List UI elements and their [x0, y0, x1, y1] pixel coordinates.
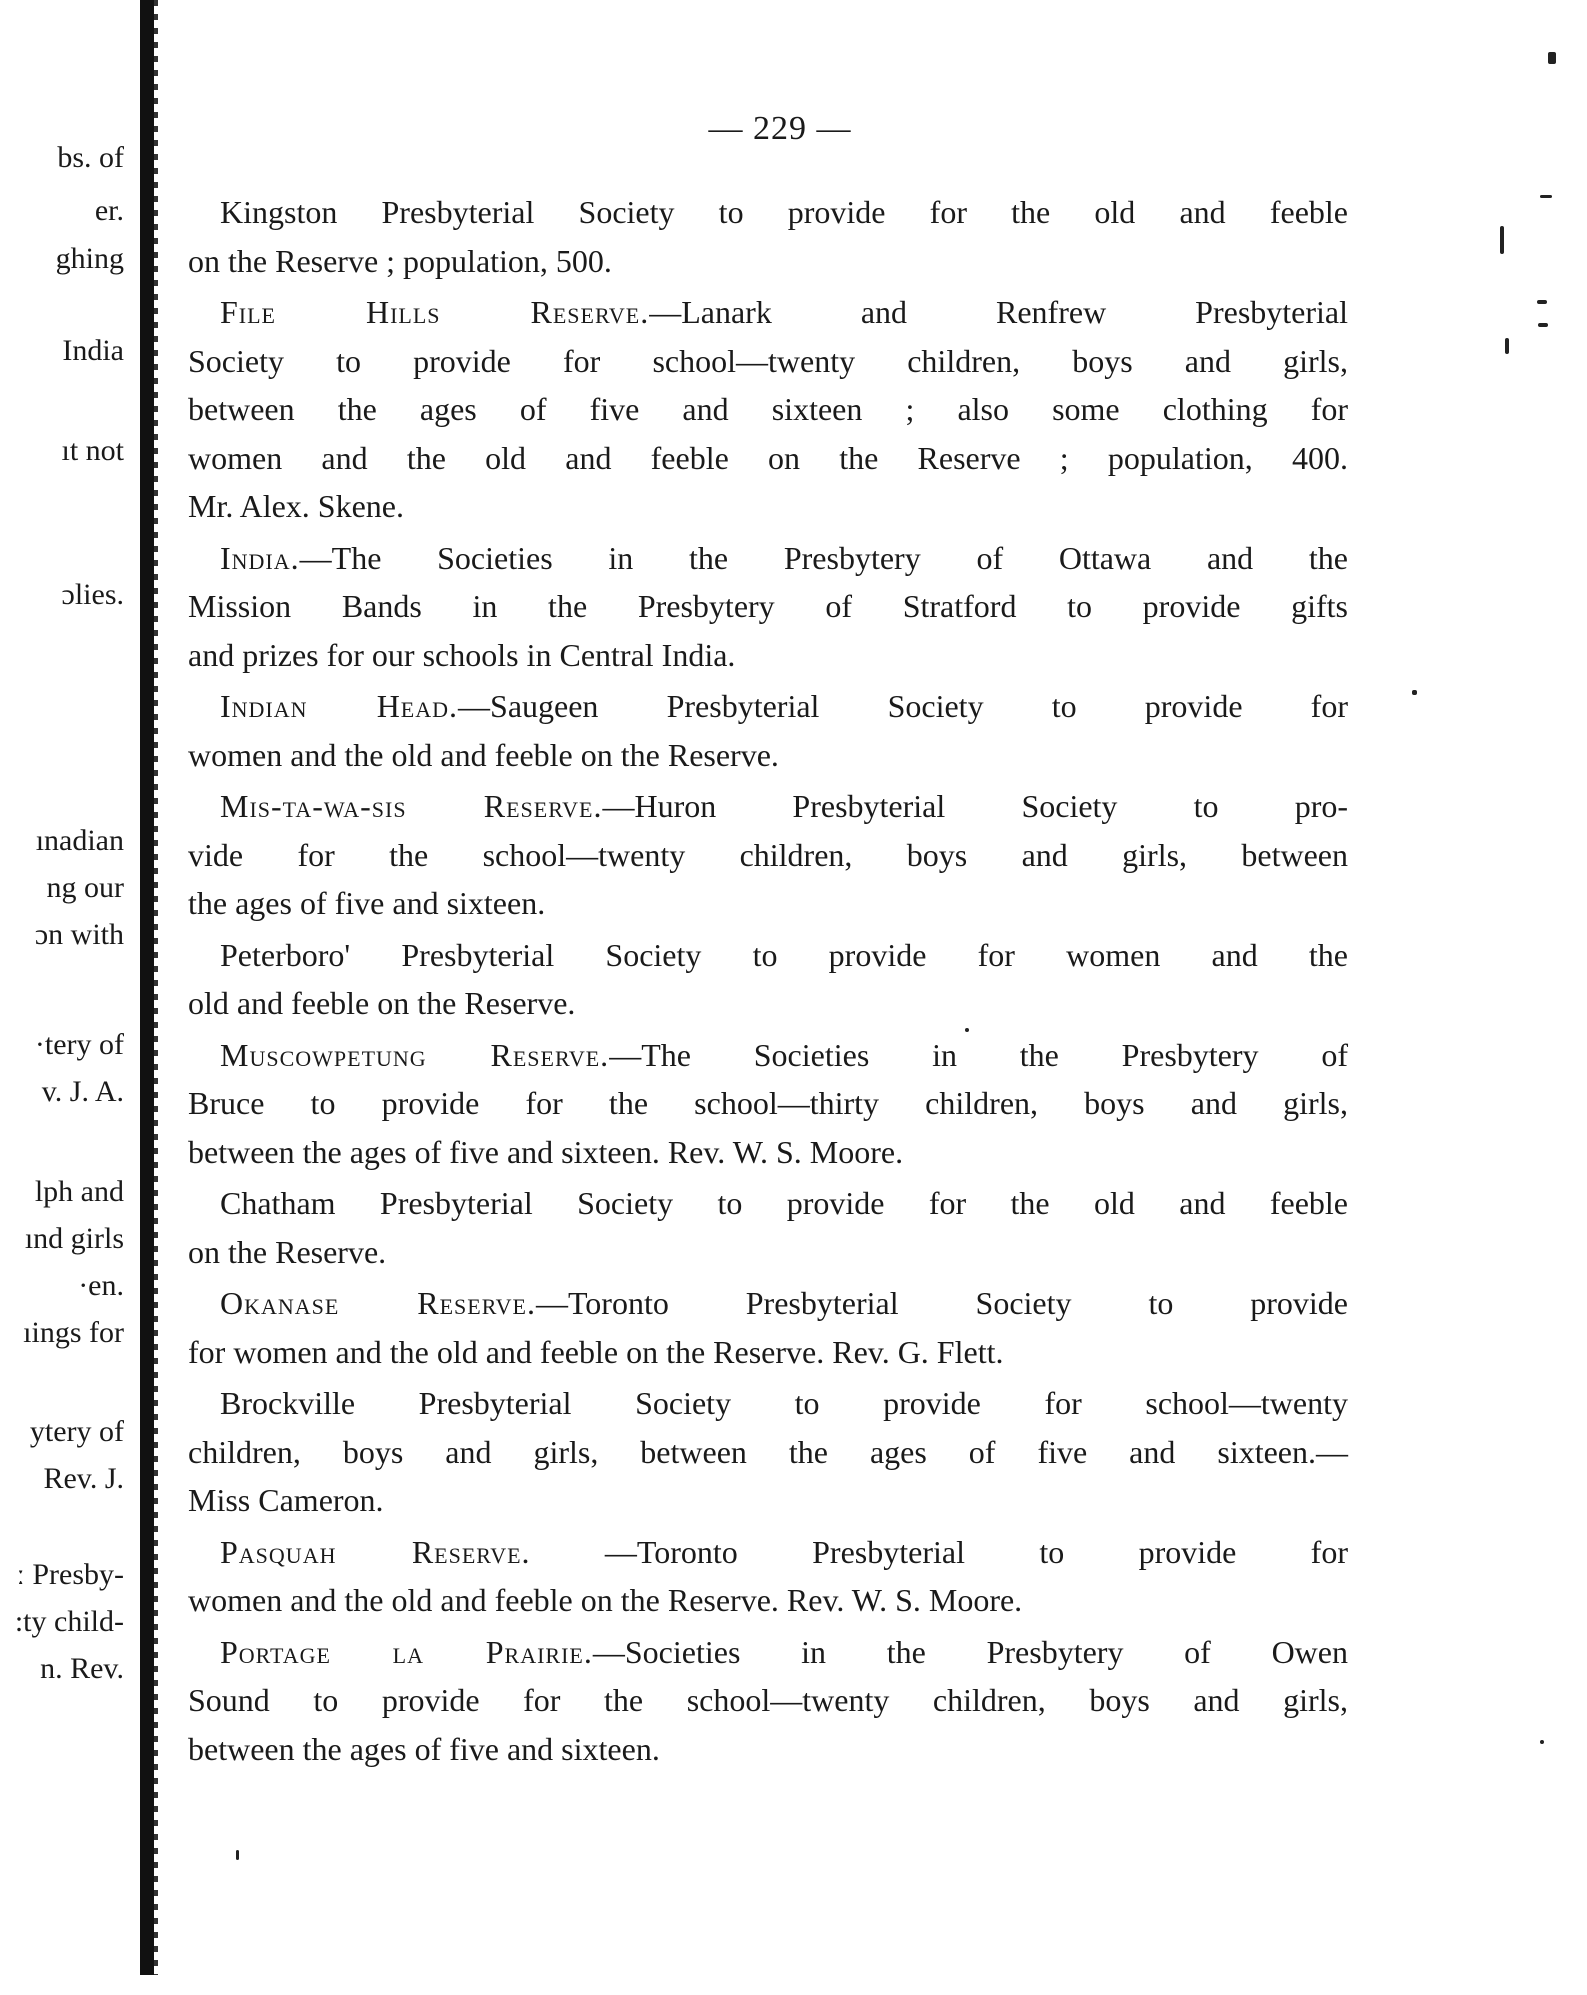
paragraph	[188, 188, 1348, 285]
text-line	[188, 534, 1348, 583]
line-text: old and feeble on the Reserve.	[188, 985, 576, 1021]
margin-fragment: ytery of	[29, 1415, 124, 1448]
text-line	[188, 1676, 1348, 1725]
text-line	[188, 288, 1348, 337]
scan-speck	[1500, 226, 1504, 254]
text-line	[188, 188, 1348, 237]
text-line	[188, 831, 1348, 880]
text-line	[188, 482, 1348, 531]
line-text: Sound to provide for the school—twenty children, boys and girls,	[188, 1682, 1348, 1718]
scan-speck	[1412, 690, 1417, 695]
entry-heading: Mis-ta-wa-sis Reserve.	[220, 788, 603, 824]
margin-fragment: ınadian	[35, 824, 124, 857]
paragraph	[188, 1031, 1348, 1177]
margin-fragment: ·en.	[78, 1269, 124, 1302]
binding-gutter	[140, 0, 154, 1975]
margin-fragment: ıings for	[23, 1316, 124, 1349]
line-text: Brockville Presbyterial Society to provide for school—twenty	[220, 1385, 1348, 1421]
entry-heading: Pasquah Reserve.	[220, 1533, 531, 1570]
text-line	[188, 1279, 1348, 1328]
text-line	[188, 1476, 1348, 1525]
line-text: —Saugeen Presbyterial Society to provide for	[458, 688, 1348, 724]
scan-speck	[1538, 323, 1548, 327]
entry-heading: Okanase Reserve.	[220, 1285, 536, 1321]
entry-heading: Muscowpetung Reserve.	[220, 1036, 610, 1073]
text-line	[188, 385, 1348, 434]
text-line	[188, 931, 1348, 980]
line-text: —Lanark and Renfrew Presbyterial	[649, 294, 1348, 330]
text-line	[188, 1528, 1348, 1577]
margin-fragment: bs. of	[57, 141, 124, 174]
text-line	[188, 879, 1348, 928]
paragraph	[188, 682, 1348, 779]
paragraph	[188, 1279, 1348, 1376]
scan-speck	[1505, 338, 1509, 354]
margin-fragment: ɔlies.	[61, 578, 124, 611]
page-number: — 229 —	[708, 110, 852, 147]
text-line	[188, 1228, 1348, 1277]
line-text: Mr. Alex. Skene.	[188, 488, 404, 524]
text-line	[188, 631, 1348, 680]
margin-fragment: :ty child-	[14, 1605, 124, 1638]
paragraph	[188, 534, 1348, 680]
margin-fragment: India	[62, 334, 124, 367]
text-line	[188, 782, 1348, 831]
margin-fragment: ː Presby-	[16, 1558, 124, 1591]
scan-speck	[1537, 300, 1547, 304]
text-line	[188, 1328, 1348, 1377]
scan-speck	[1540, 1740, 1544, 1744]
margin-fragment: ınd girls	[24, 1222, 124, 1255]
paragraph	[188, 1379, 1348, 1525]
margin-fragment: ng our	[46, 871, 124, 904]
line-text: vide for the school—twenty children, boys and girls, between	[188, 836, 1348, 873]
line-text: Chatham Presbyterial Society to provide for the old and feeble	[220, 1185, 1348, 1221]
text-line	[188, 1379, 1348, 1428]
entry-heading: File Hills Reserve.	[220, 294, 650, 330]
margin-fragment: lph and	[34, 1175, 124, 1208]
line-text: women and the old and feeble on the Reserve ; population, 400.	[188, 439, 1348, 476]
text-line	[188, 1428, 1348, 1477]
text-line	[188, 434, 1348, 483]
scan-speck	[1548, 52, 1556, 64]
text-line	[188, 1628, 1348, 1677]
text-line	[188, 1179, 1348, 1228]
line-text: —The Societies in the Presbytery of	[609, 1036, 1349, 1073]
text-line	[188, 731, 1348, 780]
scan-speck	[1540, 195, 1552, 198]
line-text: —Huron Presbyterial Society to pro-	[602, 788, 1348, 824]
margin-fragment: ıt not	[61, 434, 124, 467]
line-text: on the Reserve.	[188, 1233, 387, 1270]
line-text: —The Societies in the Presbytery of Ottawa and the	[299, 539, 1348, 576]
margin-fragment: ·tery of	[34, 1028, 124, 1061]
margin-fragment: Rev. J.	[43, 1462, 124, 1495]
margin-fragment: n. Rev.	[40, 1652, 124, 1685]
text-line	[188, 237, 1348, 286]
facing-page-margin	[0, 0, 140, 1995]
paragraph	[188, 1179, 1348, 1276]
line-text: —Toronto Presbyterial Society to provide	[535, 1285, 1349, 1321]
line-text: between the ages of five and sixteen ; also some clothing for	[188, 391, 1348, 427]
line-text: Mission Bands in the Presbytery of Stratford to provide gifts	[188, 588, 1348, 624]
scan-speck	[236, 1850, 239, 1860]
paragraph	[188, 288, 1348, 531]
line-text: Miss Cameron.	[188, 1482, 384, 1518]
line-text: women and the old and feeble on the Reserve. Rev. W. S. Moore.	[188, 1582, 1023, 1618]
line-text: —Toronto Presbyterial to provide for	[530, 1533, 1348, 1570]
line-text: Peterboro' Presbyterial Society to provide for women and the	[220, 936, 1348, 973]
text-line	[188, 979, 1348, 1028]
line-text: the ages of five and sixteen.	[188, 885, 546, 921]
line-text: Society to provide for school—twenty children, boys and girls,	[188, 342, 1348, 379]
paragraph	[188, 931, 1348, 1028]
entry-heading: Indian Head.	[220, 688, 459, 724]
text-line	[188, 1725, 1348, 1774]
margin-fragment: v. J. A.	[41, 1075, 124, 1108]
entry-heading: India.	[220, 539, 300, 576]
margin-fragment: er.	[94, 194, 124, 227]
line-text: for women and the old and feeble on the Reserve. Rev. G. Flett.	[188, 1333, 1004, 1370]
paragraph	[188, 1628, 1348, 1774]
line-text: Kingston Presbyterial Society to provide for the old and feeble	[220, 194, 1348, 230]
line-text: women and the old and feeble on the Reserve.	[188, 736, 779, 773]
text-line	[188, 1128, 1348, 1177]
line-text: children, boys and girls, between the ages of five and sixteen.—	[188, 1433, 1348, 1470]
body-text	[188, 188, 1348, 1776]
line-text: Bruce to provide for the school—thirty children, boys and girls,	[188, 1085, 1348, 1121]
text-line	[188, 337, 1348, 386]
entry-heading: Portage la Prairie.	[220, 1633, 593, 1670]
scan-speck	[965, 1028, 969, 1032]
line-text: between the ages of five and sixteen.	[188, 1730, 660, 1767]
line-text: —Societies in the Presbytery of Owen	[592, 1633, 1348, 1670]
margin-fragment: ghing	[55, 242, 124, 275]
paragraph	[188, 1528, 1348, 1625]
line-text: and prizes for our schools in Central India.	[188, 636, 736, 673]
paragraph	[188, 782, 1348, 928]
text-line	[188, 582, 1348, 631]
text-line	[188, 682, 1348, 731]
line-text: between the ages of five and sixteen. Rev. W. S. Moore.	[188, 1133, 904, 1170]
margin-fragment: ɔn with	[34, 918, 124, 951]
line-text: on the Reserve ; population, 500.	[188, 242, 612, 279]
text-line	[188, 1079, 1348, 1128]
text-line	[188, 1031, 1348, 1080]
text-line	[188, 1576, 1348, 1625]
